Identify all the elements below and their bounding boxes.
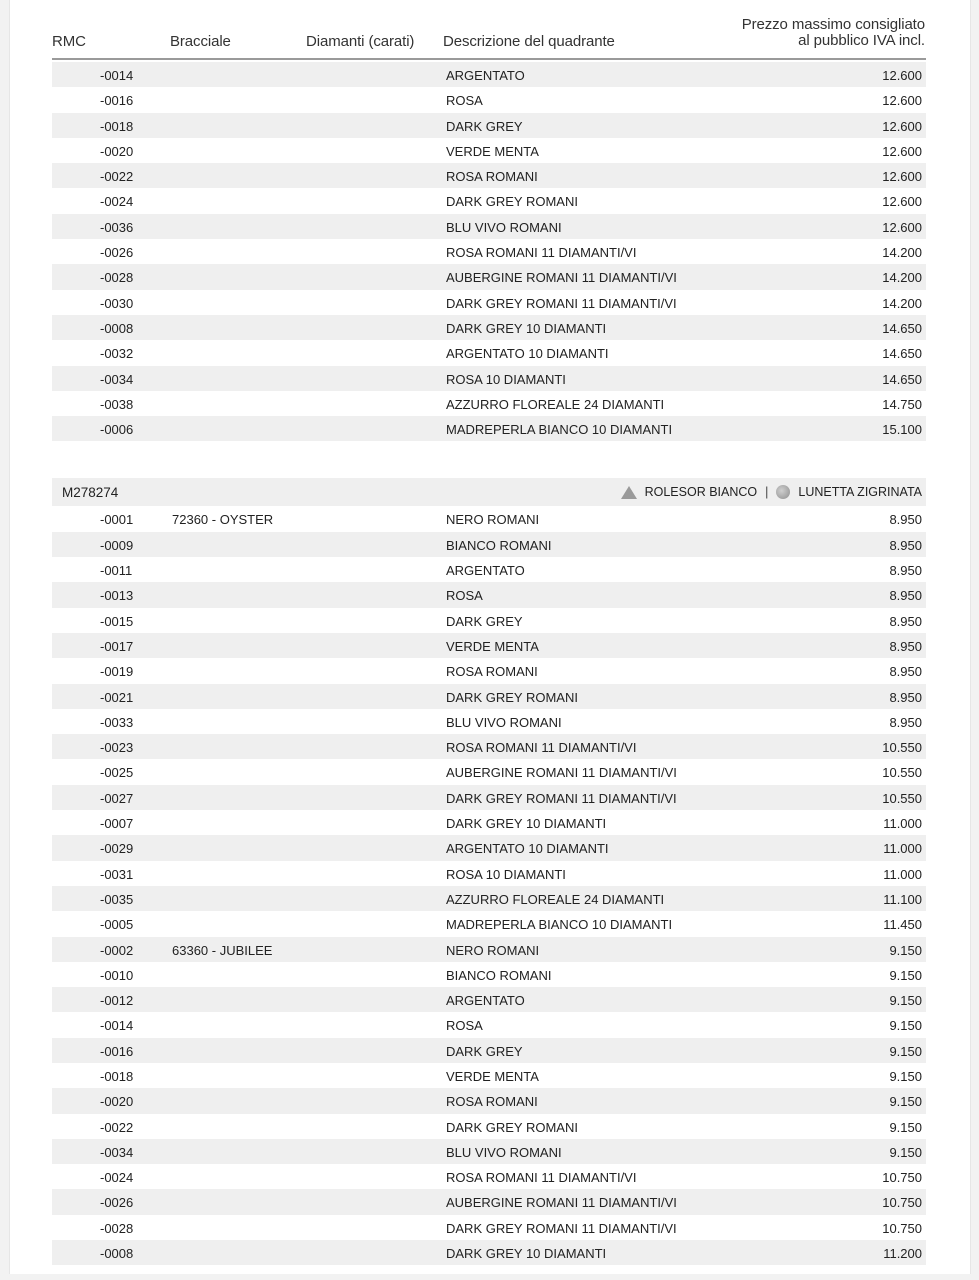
dial-description: NERO ROMANI xyxy=(446,942,540,958)
section2-table xyxy=(52,506,926,1265)
price-cell: 9.150 xyxy=(889,1144,922,1160)
table-row xyxy=(52,911,926,936)
price-cell: 8.950 xyxy=(889,563,922,579)
table-row xyxy=(52,633,926,658)
table-row xyxy=(52,1240,926,1265)
dial-description: AZZURRO FLOREALE 24 DIAMANTI xyxy=(446,396,665,412)
price-cell: 8.950 xyxy=(889,588,922,604)
dial-description: ROSA ROMANI xyxy=(446,1094,538,1110)
rmc-code: -0011 xyxy=(100,563,133,579)
price-cell: 15.100 xyxy=(882,422,922,438)
price-cell: 11.100 xyxy=(883,891,922,907)
rmc-code: -0012 xyxy=(100,993,134,1009)
price-cell: 8.950 xyxy=(889,537,922,553)
table-header xyxy=(52,0,926,60)
tag-lunetta: LUNETTA ZIGRINATA xyxy=(798,485,922,500)
bracciale-cell: 63360 - JUBILEE xyxy=(172,942,273,958)
table-row xyxy=(52,886,926,911)
price-cell: 12.600 xyxy=(882,169,922,185)
table-row xyxy=(52,315,926,340)
dial-description: ROSA ROMANI xyxy=(446,169,538,185)
dial-description: ROSA ROMANI xyxy=(446,664,538,680)
dial-description: ROSA ROMANI 11 DIAMANTI/VI xyxy=(446,740,637,756)
rmc-code: -0030 xyxy=(100,295,134,311)
dial-description: DARK GREY xyxy=(446,1043,523,1059)
rmc-code: -0022 xyxy=(100,169,134,185)
price-cell: 9.150 xyxy=(889,967,922,983)
table-row xyxy=(52,1189,926,1214)
bezel-circle-icon xyxy=(776,485,790,499)
dial-description: ARGENTATO xyxy=(446,563,525,579)
table-row xyxy=(52,264,926,289)
rmc-code: -0019 xyxy=(100,664,134,680)
dial-description: DARK GREY ROMANI 11 DIAMANTI/VI xyxy=(446,790,677,806)
left-margin xyxy=(0,0,10,1280)
price-cell: 14.650 xyxy=(882,346,922,362)
price-cell: 10.550 xyxy=(882,740,922,756)
model-tags xyxy=(621,485,922,499)
rmc-code: -0033 xyxy=(100,714,134,730)
table-row xyxy=(52,340,926,365)
dial-description: DARK GREY xyxy=(446,118,523,134)
dial-description: ARGENTATO xyxy=(446,68,525,83)
price-cell: 10.550 xyxy=(882,790,922,806)
header-rmc: RMC xyxy=(52,33,86,50)
model-name: M278274 xyxy=(62,485,119,501)
dial-description: DARK GREY ROMANI 11 DIAMANTI/VI xyxy=(446,295,677,311)
rmc-code: -0001 xyxy=(100,512,134,528)
price-cell: 11.000 xyxy=(883,841,922,857)
tag-rolesor: ROLESOR BIANCO xyxy=(644,485,758,500)
table-row xyxy=(52,608,926,633)
rmc-code: -0035 xyxy=(100,891,134,907)
dial-description: DARK GREY ROMANI xyxy=(446,689,578,705)
dial-description: DARK GREY ROMANI 11 DIAMANTI/VI xyxy=(446,1220,677,1236)
table-row xyxy=(52,962,926,987)
dial-description: ARGENTATO 10 DIAMANTI xyxy=(446,346,609,362)
table-row xyxy=(52,557,926,582)
dial-description: ROSA xyxy=(446,93,483,109)
rmc-code: -0007 xyxy=(100,816,134,832)
header-bracciale: Bracciale xyxy=(170,33,231,50)
price-cell: 12.600 xyxy=(882,118,922,134)
price-cell: 9.150 xyxy=(889,1018,922,1034)
rmc-code: -0024 xyxy=(100,194,134,210)
rmc-code: -0014 xyxy=(100,1018,134,1034)
price-cell: 8.950 xyxy=(889,613,922,629)
dial-description: BIANCO ROMANI xyxy=(446,967,552,983)
bottom-margin xyxy=(0,1274,979,1280)
dial-description: ROSA xyxy=(446,1018,483,1034)
dial-description: ROSA ROMANI 11 DIAMANTI/VI xyxy=(446,1170,637,1186)
dial-description: VERDE MENTA xyxy=(446,143,539,159)
table-row xyxy=(52,239,926,264)
table-row xyxy=(52,188,926,213)
rmc-code: -0036 xyxy=(100,219,134,235)
table-row xyxy=(52,1164,926,1189)
rmc-code: -0015 xyxy=(100,613,134,629)
price-cell: 8.950 xyxy=(889,689,922,705)
table-row xyxy=(52,759,926,784)
table-row xyxy=(52,532,926,557)
table-row xyxy=(52,658,926,683)
table-row xyxy=(52,87,926,112)
table-row xyxy=(52,785,926,810)
price-cell: 8.950 xyxy=(889,638,922,654)
rmc-code: -0034 xyxy=(100,371,134,387)
table-row xyxy=(52,1114,926,1139)
dial-description: MADREPERLA BIANCO 10 DIAMANTI xyxy=(446,422,673,438)
table-row xyxy=(52,1063,926,1088)
price-cell: 9.150 xyxy=(889,1119,922,1135)
price-cell: 10.750 xyxy=(882,1220,922,1236)
rmc-code: -0020 xyxy=(100,1094,134,1110)
rmc-code: -0028 xyxy=(100,1220,134,1236)
rmc-code: -0021 xyxy=(100,689,134,705)
dial-description: DARK GREY ROMANI xyxy=(446,1119,578,1135)
price-cell: 10.550 xyxy=(882,765,922,781)
dial-description: ARGENTATO xyxy=(446,993,525,1009)
table-row xyxy=(52,861,926,886)
dial-description: AZZURRO FLOREALE 24 DIAMANTI xyxy=(446,891,665,907)
rmc-code: -0034 xyxy=(100,1144,134,1160)
price-cell: 9.150 xyxy=(889,1043,922,1059)
header-diamanti: Diamanti (carati) xyxy=(306,33,415,50)
rmc-code: -0016 xyxy=(100,1043,134,1059)
price-cell: 10.750 xyxy=(882,1195,922,1211)
rmc-code: -0022 xyxy=(100,1119,134,1135)
table-row xyxy=(52,214,926,239)
table-row xyxy=(52,582,926,607)
rmc-code: -0002 xyxy=(100,942,134,958)
dial-description: DARK GREY 10 DIAMANTI xyxy=(446,320,607,336)
dial-description: ROSA ROMANI 11 DIAMANTI/VI xyxy=(446,245,637,261)
table-row xyxy=(52,366,926,391)
price-cell: 9.150 xyxy=(889,1068,922,1084)
rmc-code: -0006 xyxy=(100,422,134,438)
price-cell: 11.000 xyxy=(883,866,922,882)
price-cell: 8.950 xyxy=(889,714,922,730)
price-cell: 12.600 xyxy=(882,68,922,83)
model-header-row xyxy=(52,478,926,506)
table-row xyxy=(52,1038,926,1063)
table-row xyxy=(52,1215,926,1240)
table-row xyxy=(52,62,926,87)
rmc-code: -0025 xyxy=(100,765,134,781)
rmc-code: -0009 xyxy=(100,537,134,553)
price-cell: 9.150 xyxy=(889,993,922,1009)
price-cell: 12.600 xyxy=(882,194,922,210)
table-row xyxy=(52,987,926,1012)
table-row xyxy=(52,1012,926,1037)
table-row xyxy=(52,506,926,531)
dial-description: BLU VIVO ROMANI xyxy=(446,714,562,730)
rmc-code: -0008 xyxy=(100,1246,134,1262)
rmc-code: -0028 xyxy=(100,270,134,286)
dial-description: AUBERGINE ROMANI 11 DIAMANTI/VI xyxy=(446,1195,677,1211)
table-row xyxy=(52,1088,926,1113)
rmc-code: -0018 xyxy=(100,118,134,134)
header-prezzo-line2: al pubblico IVA incl. xyxy=(798,32,925,49)
price-cell: 11.450 xyxy=(883,917,922,933)
table-row xyxy=(52,1139,926,1164)
table-row xyxy=(52,709,926,734)
dial-description: MADREPERLA BIANCO 10 DIAMANTI xyxy=(446,917,673,933)
price-cell: 8.950 xyxy=(889,512,922,528)
price-list-page xyxy=(52,0,926,1265)
rmc-code: -0014 xyxy=(100,68,134,83)
price-cell: 14.200 xyxy=(882,295,922,311)
table-row xyxy=(52,937,926,962)
rmc-code: -0018 xyxy=(100,1068,134,1084)
price-cell: 12.600 xyxy=(882,143,922,159)
dial-description: ARGENTATO 10 DIAMANTI xyxy=(446,841,609,857)
rmc-code: -0032 xyxy=(100,346,134,362)
price-cell: 14.650 xyxy=(882,371,922,387)
price-cell: 14.650 xyxy=(882,320,922,336)
dial-description: DARK GREY 10 DIAMANTI xyxy=(446,1246,607,1262)
rmc-code: -0027 xyxy=(100,790,134,806)
dial-description: AUBERGINE ROMANI 11 DIAMANTI/VI xyxy=(446,270,677,286)
dial-description: VERDE MENTA xyxy=(446,1068,539,1084)
table-row xyxy=(52,163,926,188)
rmc-code: -0020 xyxy=(100,143,134,159)
price-cell: 14.200 xyxy=(882,245,922,261)
rmc-code: -0024 xyxy=(100,1170,134,1186)
price-cell: 11.200 xyxy=(883,1246,922,1262)
dial-description: ROSA 10 DIAMANTI xyxy=(446,371,566,387)
header-descrizione: Descrizione del quadrante xyxy=(443,33,615,50)
table-row xyxy=(52,684,926,709)
dial-description: VERDE MENTA xyxy=(446,638,539,654)
header-prezzo-line1: Prezzo massimo consigliato xyxy=(741,16,925,33)
rmc-code: -0016 xyxy=(100,93,134,109)
warning-triangle-icon xyxy=(621,486,637,499)
price-cell: 8.950 xyxy=(889,664,922,680)
dial-description: BLU VIVO ROMANI xyxy=(446,1144,562,1160)
rmc-code: -0026 xyxy=(100,245,134,261)
price-cell: 12.600 xyxy=(882,93,922,109)
section1-table xyxy=(52,62,926,441)
price-cell: 9.150 xyxy=(889,1094,922,1110)
rmc-code: -0029 xyxy=(100,841,134,857)
price-cell: 11.000 xyxy=(883,816,922,832)
dial-description: BLU VIVO ROMANI xyxy=(446,219,562,235)
dial-description: DARK GREY 10 DIAMANTI xyxy=(446,816,607,832)
table-row xyxy=(52,835,926,860)
table-row xyxy=(52,113,926,138)
rmc-code: -0005 xyxy=(100,917,134,933)
rmc-code: -0038 xyxy=(100,396,134,412)
dial-description: DARK GREY ROMANI xyxy=(446,194,578,210)
rmc-code: -0010 xyxy=(100,967,134,983)
bracciale-cell: 72360 - OYSTER xyxy=(172,512,274,528)
dial-description: ROSA xyxy=(446,588,483,604)
tag-separator: | xyxy=(765,485,769,500)
table-row xyxy=(52,734,926,759)
dial-description: ROSA 10 DIAMANTI xyxy=(446,866,566,882)
price-cell: 9.150 xyxy=(889,942,922,958)
table-row xyxy=(52,391,926,416)
header-prezzo xyxy=(742,17,925,49)
table-row xyxy=(52,810,926,835)
price-cell: 10.750 xyxy=(882,1170,922,1186)
table-row xyxy=(52,290,926,315)
section-gap xyxy=(52,441,926,478)
table-row xyxy=(52,416,926,441)
right-margin xyxy=(970,0,979,1280)
rmc-code: -0008 xyxy=(100,320,134,336)
dial-description: DARK GREY xyxy=(446,613,523,629)
rmc-code: -0017 xyxy=(100,638,134,654)
dial-description: NERO ROMANI xyxy=(446,512,540,528)
rmc-code: -0031 xyxy=(100,866,134,882)
rmc-code: -0023 xyxy=(100,740,134,756)
price-cell: 14.750 xyxy=(882,396,922,412)
table-row xyxy=(52,138,926,163)
price-cell: 14.200 xyxy=(882,270,922,286)
rmc-code: -0026 xyxy=(100,1195,134,1211)
dial-description: AUBERGINE ROMANI 11 DIAMANTI/VI xyxy=(446,765,677,781)
dial-description: BIANCO ROMANI xyxy=(446,537,552,553)
price-cell: 12.600 xyxy=(882,219,922,235)
rmc-code: -0013 xyxy=(100,588,134,604)
